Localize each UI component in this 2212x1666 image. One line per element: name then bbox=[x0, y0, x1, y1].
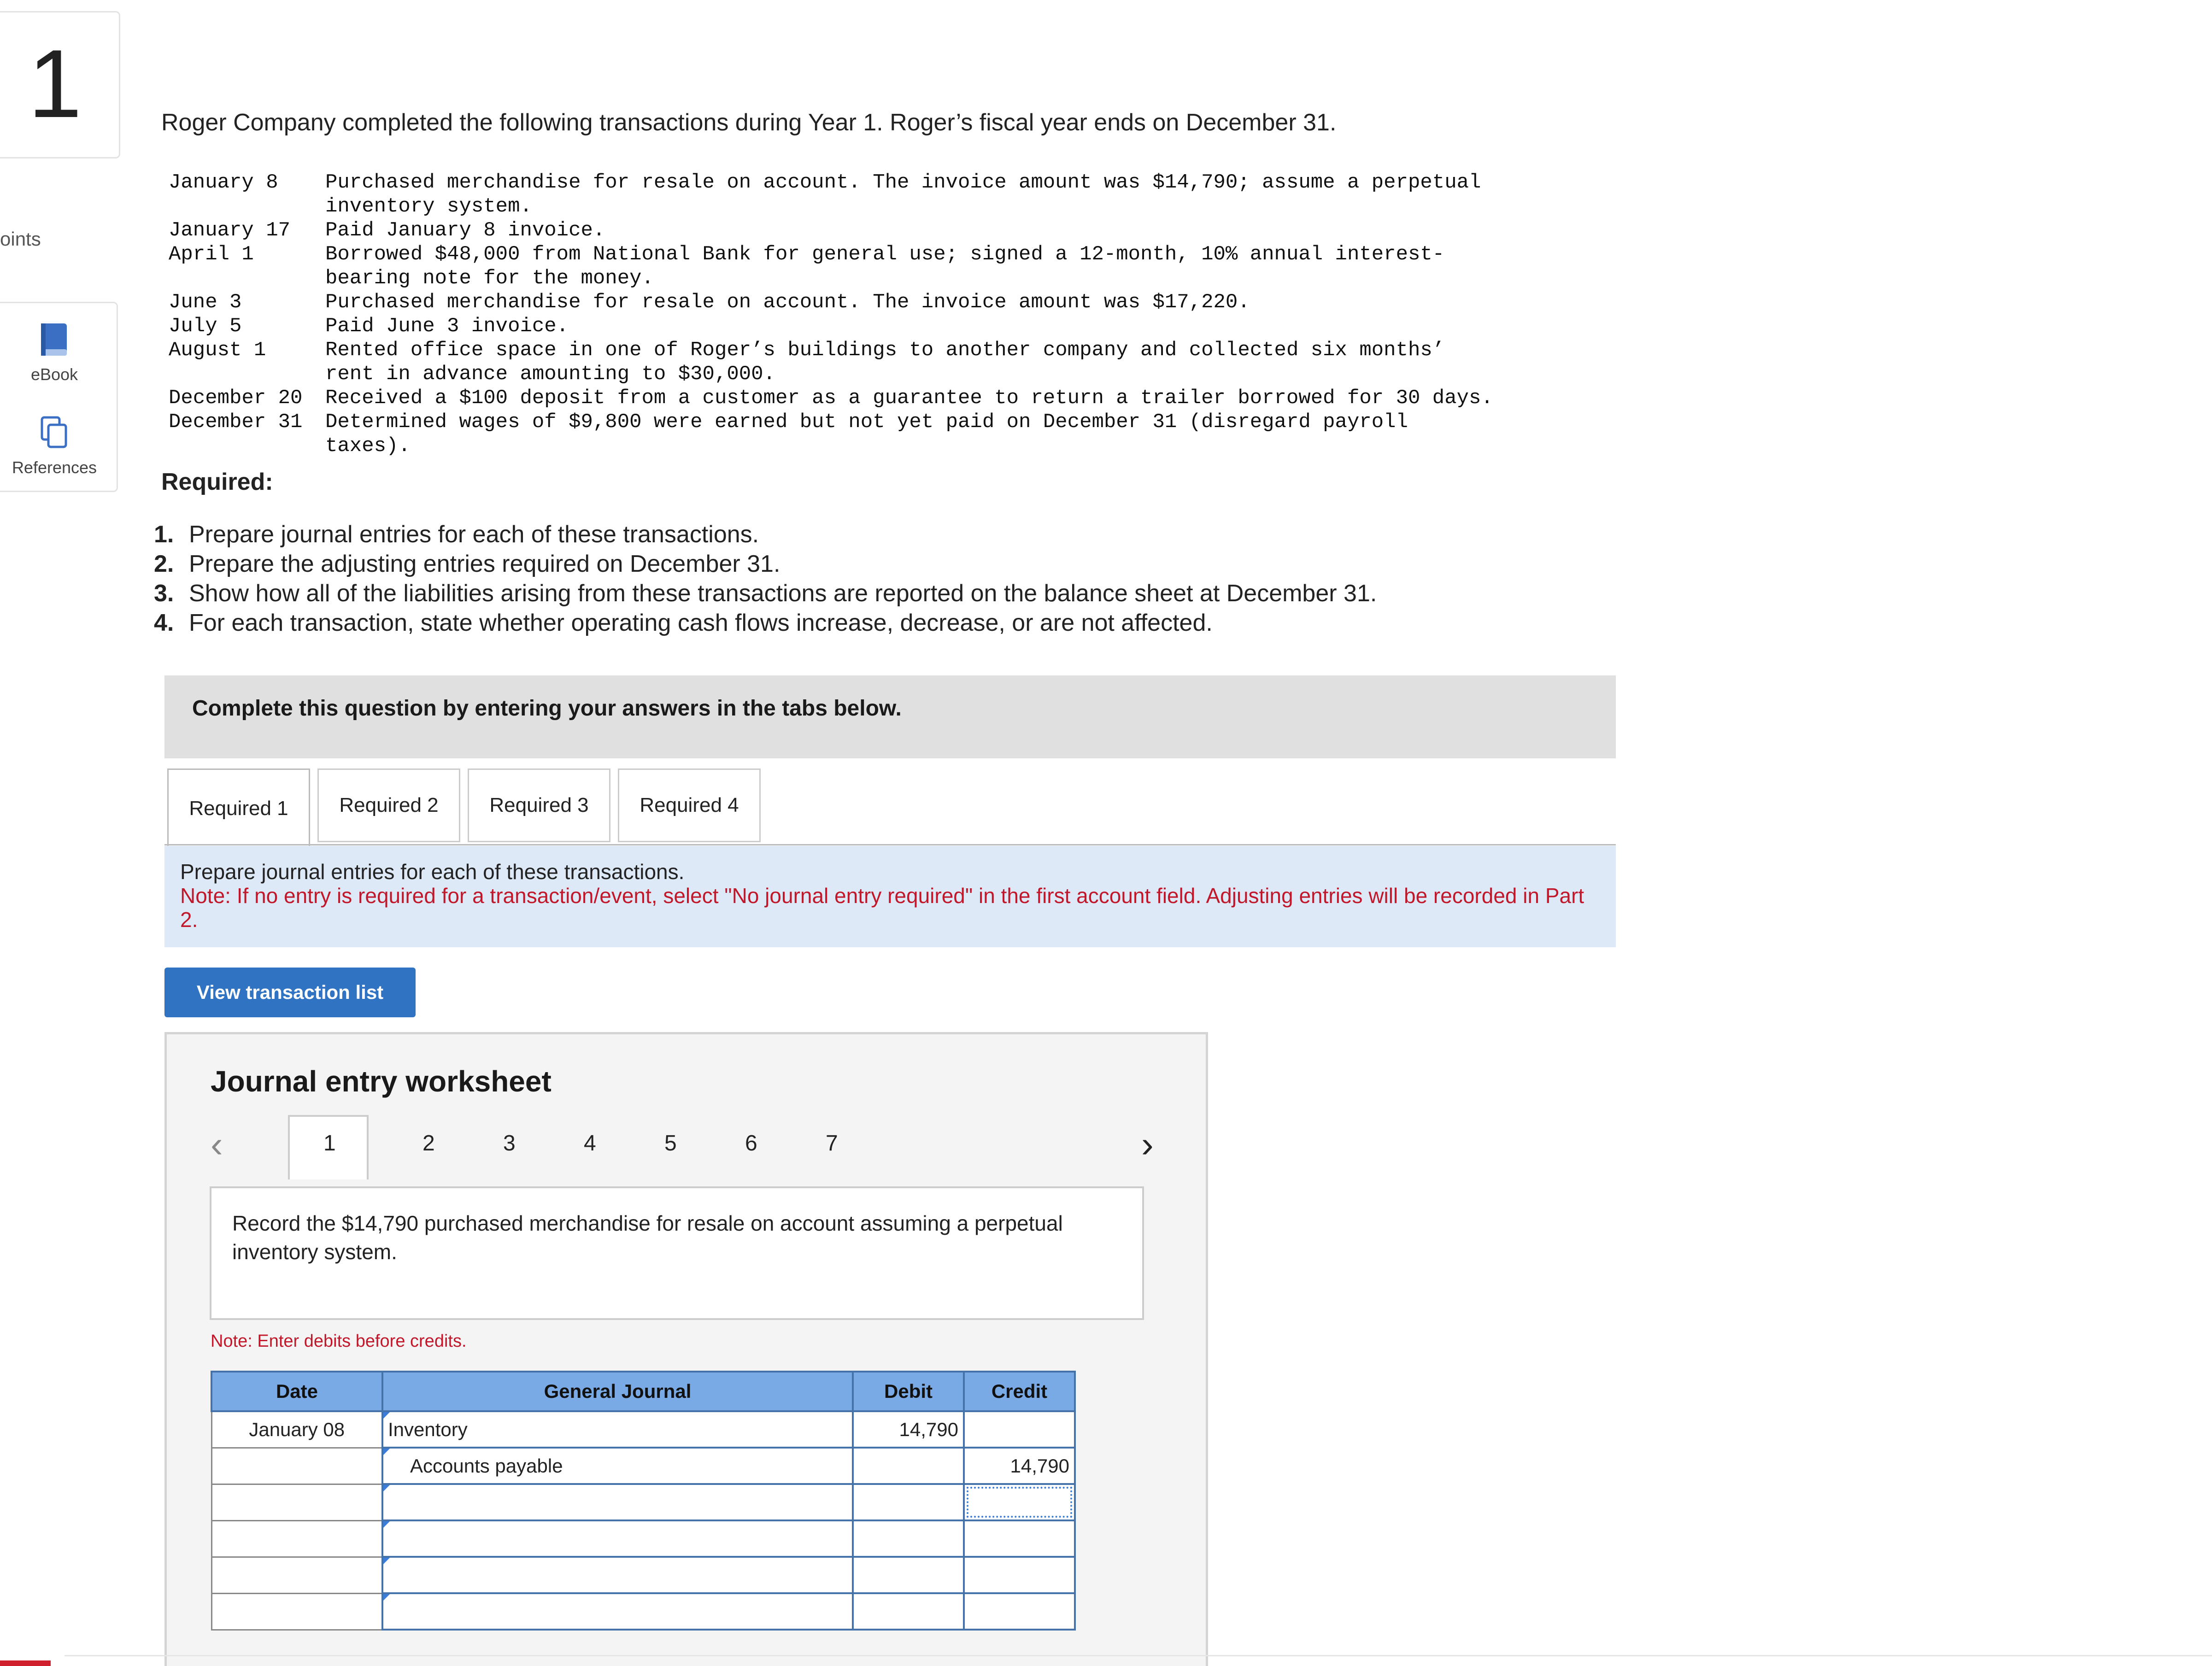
copy-icon bbox=[38, 415, 70, 452]
transaction-desc: Rented office space in one of Roger’s buildings to another company and collected six months’ rent in advance amounting to $30,000. bbox=[325, 339, 1445, 386]
table-row bbox=[211, 1557, 1075, 1593]
credit-cell[interactable] bbox=[964, 1520, 1075, 1557]
transaction-date: December 20 bbox=[169, 387, 303, 410]
credit-cell[interactable]: 14,790 bbox=[964, 1448, 1075, 1484]
transaction-desc: Paid June 3 invoice. bbox=[325, 315, 569, 338]
ebook-button[interactable] bbox=[0, 302, 118, 399]
dropdown-marker-icon bbox=[383, 1558, 390, 1564]
date-cell[interactable] bbox=[211, 1557, 382, 1593]
debit-cell[interactable] bbox=[853, 1484, 964, 1520]
view-transaction-list-button[interactable]: View transaction list bbox=[164, 968, 416, 1017]
worksheet-step-nav bbox=[167, 1120, 1206, 1175]
transaction-date: December 31 bbox=[169, 411, 303, 434]
debit-cell[interactable] bbox=[853, 1557, 964, 1593]
step-2[interactable]: 2 bbox=[422, 1131, 435, 1156]
credit-cell[interactable] bbox=[964, 1593, 1075, 1630]
transaction-date: July 5 bbox=[169, 315, 242, 338]
table-row bbox=[211, 1448, 1075, 1484]
required-item bbox=[154, 579, 1377, 608]
question-number-box bbox=[0, 11, 120, 158]
required-number: 2. bbox=[154, 551, 174, 577]
tab-required-1[interactable]: Required 1 bbox=[167, 768, 310, 847]
transaction-desc: Received a $100 deposit from a customer as a guarantee to return a trailer borrowed for 30 days. bbox=[325, 387, 1493, 410]
progress-indicator bbox=[0, 1660, 51, 1666]
account-cell[interactable] bbox=[382, 1484, 853, 1520]
transaction-date: June 3 bbox=[169, 291, 242, 314]
journal-entry-worksheet bbox=[164, 1032, 1208, 1666]
transaction-desc: Purchased merchandise for resale on account. The invoice amount was $14,790; assume a perpetual inventory system. bbox=[325, 171, 1481, 218]
account-cell[interactable] bbox=[382, 1411, 853, 1448]
transaction-desc: Paid January 8 invoice. bbox=[325, 219, 605, 242]
step-5[interactable]: 5 bbox=[664, 1131, 677, 1156]
question-number: 1 bbox=[28, 29, 82, 138]
book-icon bbox=[38, 322, 70, 358]
credit-cell[interactable] bbox=[964, 1484, 1075, 1520]
complete-banner bbox=[164, 675, 1616, 758]
instructions-main: Prepare journal entries for each of these transactions. bbox=[180, 860, 685, 884]
table-row bbox=[211, 1593, 1075, 1630]
col-date: Date bbox=[211, 1372, 382, 1411]
journal-table bbox=[211, 1371, 1076, 1631]
account-cell[interactable] bbox=[382, 1448, 853, 1484]
required-number: 1. bbox=[154, 521, 174, 548]
date-cell[interactable]: January 08 bbox=[211, 1411, 382, 1448]
required-text: Prepare the adjusting entries required on December 31. bbox=[189, 551, 780, 577]
prev-step-icon[interactable]: ‹ bbox=[211, 1124, 223, 1165]
required-item bbox=[154, 549, 1377, 579]
required-tabs bbox=[167, 768, 768, 847]
tab-required-3[interactable]: Required 3 bbox=[468, 768, 610, 842]
transaction-row bbox=[169, 314, 1505, 338]
account-cell[interactable] bbox=[382, 1557, 853, 1593]
ebook-label: eBook bbox=[30, 365, 78, 384]
dropdown-marker-icon bbox=[383, 1485, 390, 1491]
dropdown-marker-icon bbox=[383, 1521, 390, 1528]
required-text: Show how all of the liabilities arising from these transactions are reported on the balance sheet at December 31. bbox=[189, 580, 1377, 607]
tab-required-2[interactable]: Required 2 bbox=[317, 768, 460, 842]
references-button[interactable] bbox=[0, 396, 118, 492]
required-number: 4. bbox=[154, 610, 174, 636]
transaction-row bbox=[169, 410, 1505, 458]
required-list bbox=[154, 520, 1377, 638]
step-6[interactable]: 6 bbox=[745, 1131, 757, 1156]
next-step-icon[interactable]: › bbox=[1141, 1124, 1154, 1165]
col-debit: Debit bbox=[853, 1372, 964, 1411]
credit-cell[interactable] bbox=[964, 1557, 1075, 1593]
date-cell[interactable] bbox=[211, 1593, 382, 1630]
footer-divider bbox=[65, 1655, 2212, 1656]
references-label: References bbox=[12, 458, 97, 477]
step-3[interactable]: 3 bbox=[503, 1131, 516, 1156]
transaction-row bbox=[169, 242, 1505, 290]
debit-cell[interactable] bbox=[853, 1448, 964, 1484]
transactions-list bbox=[169, 170, 1505, 458]
dropdown-marker-icon bbox=[383, 1594, 390, 1601]
table-row bbox=[211, 1520, 1075, 1557]
dropdown-marker-icon bbox=[383, 1412, 390, 1419]
entry-prompt: Record the $14,790 purchased merchandise for resale on account assuming a perpetual inventory system. bbox=[210, 1186, 1144, 1320]
debit-note: Note: Enter debits before credits. bbox=[211, 1332, 467, 1351]
step-4[interactable]: 4 bbox=[584, 1131, 596, 1156]
step-7[interactable]: 7 bbox=[826, 1131, 838, 1156]
instructions-box bbox=[164, 846, 1616, 947]
transaction-row bbox=[169, 338, 1505, 386]
dropdown-marker-icon bbox=[383, 1449, 390, 1455]
col-credit: Credit bbox=[964, 1372, 1075, 1411]
credit-cell[interactable] bbox=[964, 1411, 1075, 1448]
table-row bbox=[211, 1411, 1075, 1448]
required-text: For each transaction, state whether operating cash flows increase, decrease, or are not affected. bbox=[189, 610, 1213, 636]
step-1[interactable]: 1 bbox=[323, 1131, 336, 1156]
date-cell[interactable] bbox=[211, 1484, 382, 1520]
account-cell[interactable] bbox=[382, 1593, 853, 1630]
table-row bbox=[211, 1484, 1075, 1520]
transaction-row bbox=[169, 218, 1505, 242]
transaction-row bbox=[169, 170, 1505, 218]
account-cell[interactable] bbox=[382, 1520, 853, 1557]
col-general-journal: General Journal bbox=[382, 1372, 853, 1411]
required-item bbox=[154, 608, 1377, 638]
transaction-date: April 1 bbox=[169, 243, 254, 266]
transaction-desc: Determined wages of $9,800 were earned but not yet paid on December 31 (disregard payroll taxes). bbox=[325, 411, 1408, 458]
transaction-desc: Borrowed $48,000 from National Bank for general use; signed a 12-month, 10% annual interest-bearing note for the money. bbox=[325, 243, 1445, 290]
date-cell[interactable] bbox=[211, 1448, 382, 1484]
debit-cell[interactable] bbox=[853, 1593, 964, 1630]
required-heading: Required: bbox=[161, 469, 273, 495]
required-number: 3. bbox=[154, 580, 174, 607]
tabs-divider bbox=[164, 844, 1616, 845]
question-intro: Roger Company completed the following transactions during Year 1. Roger’s fiscal year ends on December 31. bbox=[161, 109, 1337, 136]
transaction-row bbox=[169, 290, 1505, 314]
transaction-date: January 17 bbox=[169, 219, 291, 242]
worksheet-title: Journal entry worksheet bbox=[211, 1065, 552, 1098]
instructions-note: Note: If no entry is required for a transaction/event, select "No journal entry required" in the first account field. Adjusting entries will be recorded in Part 2. bbox=[180, 884, 1584, 932]
transaction-desc: Purchased merchandise for resale on account. The invoice amount was $17,220. bbox=[325, 291, 1250, 314]
date-cell[interactable] bbox=[211, 1520, 382, 1557]
debit-cell[interactable]: 14,790 bbox=[853, 1411, 964, 1448]
journal-header-row bbox=[211, 1372, 1075, 1411]
required-text: Prepare journal entries for each of these transactions. bbox=[189, 521, 759, 548]
transaction-row bbox=[169, 386, 1505, 410]
account-value: Accounts payable bbox=[410, 1455, 563, 1477]
points-label: oints bbox=[0, 228, 41, 250]
tab-required-4[interactable]: Required 4 bbox=[618, 768, 761, 842]
transaction-date: January 8 bbox=[169, 171, 278, 194]
transaction-date: August 1 bbox=[169, 339, 266, 362]
debit-cell[interactable] bbox=[853, 1520, 964, 1557]
account-value: Inventory bbox=[388, 1418, 468, 1440]
complete-banner-text: Complete this question by entering your answers in the tabs below. bbox=[192, 696, 902, 721]
required-item bbox=[154, 520, 1377, 549]
